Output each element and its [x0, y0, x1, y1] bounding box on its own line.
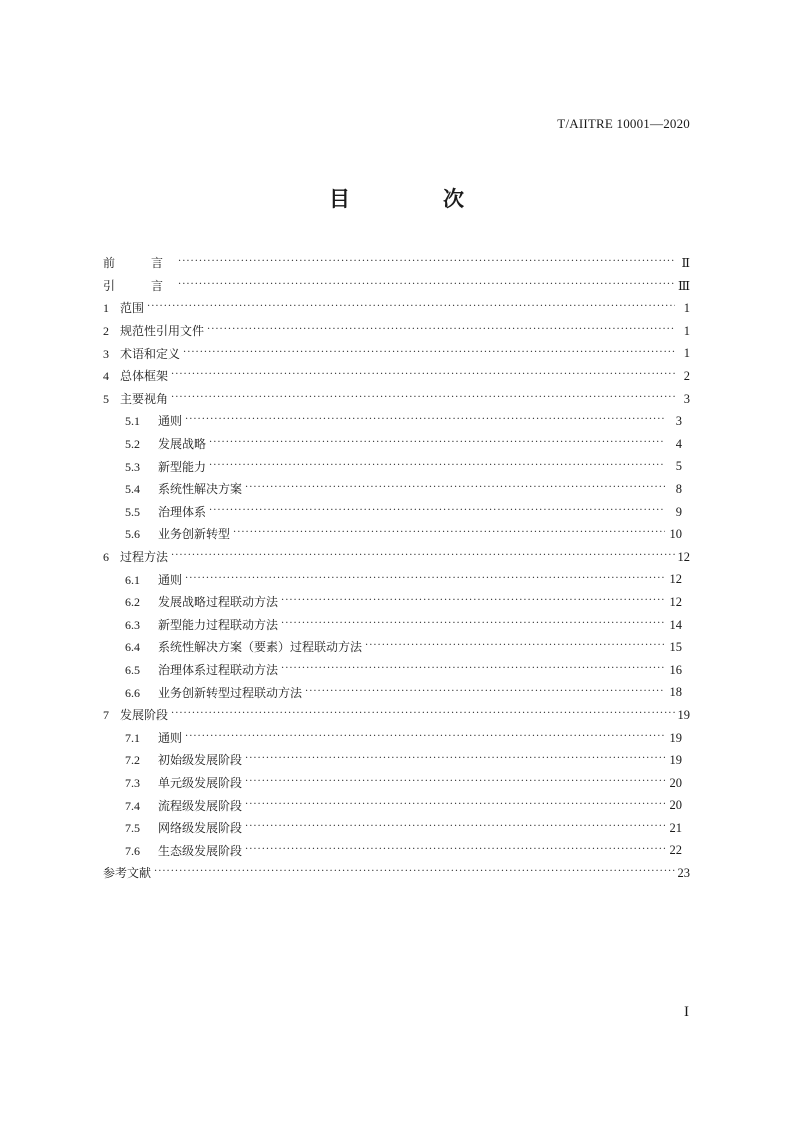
toc-entry-number: 7.3 [125, 775, 140, 790]
toc-entry-number: 6.5 [125, 662, 140, 677]
toc-entry-number: 5.2 [125, 437, 140, 452]
dot-leader [245, 822, 665, 832]
toc-entry-number: 7.2 [125, 753, 140, 768]
toc-entry[interactable] [103, 749, 690, 772]
toc-entry[interactable] [103, 523, 690, 546]
toc-entry-label: 单元级发展阶段 [158, 775, 243, 790]
dot-leader [154, 867, 674, 877]
dot-leader [178, 280, 675, 290]
toc-entry-label: 新型能力 [158, 459, 207, 474]
toc-entry-label: 初始级发展阶段 [158, 753, 243, 768]
toc-entry-page: 3 [675, 414, 682, 429]
toc-entry-page: 10 [669, 527, 682, 542]
dot-leader [171, 370, 675, 380]
toc-entry-page: 20 [669, 798, 682, 813]
dot-leader [233, 528, 665, 538]
dot-leader [171, 551, 674, 561]
toc-entry-number: 6.3 [125, 617, 140, 632]
toc-entry-label: 业务创新转型过程联动方法 [158, 685, 303, 700]
dot-leader [281, 664, 665, 674]
toc-entry-number: 6.4 [125, 640, 140, 655]
toc-entry-page: 9 [675, 504, 682, 519]
toc-entry[interactable] [103, 681, 690, 704]
toc-entry-number: 7.5 [125, 821, 140, 836]
toc-entry[interactable] [103, 478, 690, 501]
toc-entry-page: 12 [677, 549, 690, 564]
toc-entry-page: 1 [683, 323, 690, 338]
toc-entry-page: 12 [669, 594, 682, 609]
toc-entry[interactable] [103, 862, 690, 885]
toc-entry-page: 14 [669, 617, 682, 632]
toc-entry-label: 系统性解决方案（要素）过程联动方法 [158, 640, 363, 655]
dot-leader [281, 596, 665, 606]
toc-entry-label: 治理体系过程联动方法 [158, 662, 279, 677]
toc-entry-number: 5.3 [125, 459, 140, 474]
toc-entry-number: 5.5 [125, 504, 140, 519]
toc-entry[interactable] [103, 410, 690, 433]
dot-leader [171, 393, 675, 403]
toc-entry-label: 总体框架 [120, 369, 169, 384]
toc-entry-page: Ⅱ [681, 256, 690, 271]
toc-entry[interactable] [103, 252, 690, 275]
toc-entry-number: 7.1 [125, 730, 140, 745]
toc-entry-label: 网络级发展阶段 [158, 821, 243, 836]
toc-entry-label: 范围 [120, 301, 145, 316]
toc-entry[interactable] [103, 704, 690, 727]
toc-entry-page: 18 [669, 685, 682, 700]
toc-entry-page: 19 [669, 730, 682, 745]
dot-leader [209, 461, 665, 471]
dot-leader [209, 438, 665, 448]
toc-entry[interactable] [103, 275, 690, 298]
toc-entry[interactable] [103, 794, 690, 817]
toc-entry-number: 6.2 [125, 595, 140, 610]
document-code: T/AIITRE 10001—2020 [557, 116, 690, 131]
toc-entry-label: 发展战略 [158, 437, 207, 452]
toc-entry-label: 流程级发展阶段 [158, 798, 243, 813]
toc-entry[interactable] [103, 726, 690, 749]
toc-entry-number: 6 [103, 550, 109, 565]
toc-entry-label: 前 言 [103, 256, 176, 271]
toc-entry-label: 引 言 [103, 278, 176, 293]
dot-leader [185, 574, 665, 584]
toc-entry-label: 发展阶段 [120, 708, 169, 723]
toc-entry[interactable] [103, 365, 690, 388]
dot-leader [245, 777, 665, 787]
dot-leader [365, 641, 665, 651]
toc-entry-label: 过程方法 [120, 550, 169, 565]
toc-entry-number: 5.4 [125, 482, 140, 497]
toc-entry-number: 5 [103, 391, 109, 406]
toc-entry-number: 2 [103, 324, 109, 339]
dot-leader [245, 754, 665, 764]
toc-entry-page: 21 [669, 820, 682, 835]
toc-entry[interactable] [103, 320, 690, 343]
toc-entry[interactable] [103, 388, 690, 411]
toc-entry-page: 5 [675, 459, 682, 474]
toc-entry-label: 生态级发展阶段 [158, 843, 243, 858]
toc-entry-number: 5.6 [125, 527, 140, 542]
toc-entry-page: 3 [683, 391, 690, 406]
toc-entry[interactable] [103, 297, 690, 320]
toc-entry-page: 1 [683, 346, 690, 361]
toc-entry-label: 系统性解决方案 [158, 482, 243, 497]
dot-leader [209, 506, 665, 516]
toc-entry[interactable] [103, 433, 690, 456]
toc-entry-page: 1 [683, 301, 690, 316]
toc-entry-number: 5.1 [125, 414, 140, 429]
toc-entry-number: 7.4 [125, 798, 140, 813]
toc-entry-page: Ⅲ [677, 278, 690, 293]
toc-entry-page: 20 [669, 775, 682, 790]
dot-leader [185, 732, 665, 742]
page-number: I [684, 1004, 689, 1020]
toc-entry-page: 19 [669, 753, 682, 768]
toc-entry[interactable] [103, 839, 690, 862]
toc-entry[interactable] [103, 546, 690, 569]
toc-entry[interactable] [103, 342, 690, 365]
dot-leader [183, 348, 675, 358]
toc-entry-page: 15 [669, 640, 682, 655]
toc-entry[interactable] [103, 772, 690, 795]
toc-entry-number: 7 [103, 708, 109, 723]
dot-leader [171, 709, 674, 719]
toc-entry-number: 6.6 [125, 685, 140, 700]
dot-leader [245, 483, 665, 493]
toc-entry-number: 4 [103, 369, 109, 384]
dot-leader [281, 619, 665, 629]
toc-entry[interactable] [103, 501, 690, 524]
toc-entry-label: 新型能力过程联动方法 [158, 617, 279, 632]
toc-entry-page: 16 [669, 662, 682, 677]
toc-entry-page: 8 [675, 481, 682, 496]
toc-entry-number: 7.6 [125, 843, 140, 858]
toc-entry-label: 通则 [158, 572, 183, 587]
toc-entry-number: 1 [103, 301, 109, 316]
toc-entry-label: 通则 [158, 730, 183, 745]
toc-entry-label: 通则 [158, 414, 183, 429]
toc-entry-label: 参考文献 [103, 866, 152, 881]
dot-leader [178, 257, 675, 267]
toc-entry-page: 22 [669, 843, 682, 858]
toc-entry-label: 规范性引用文件 [120, 324, 205, 339]
dot-leader [245, 845, 665, 855]
toc-entry-page: 19 [677, 707, 690, 722]
toc-entry-number: 3 [103, 346, 109, 361]
toc-entry[interactable] [103, 591, 690, 614]
toc-entry[interactable] [103, 817, 690, 840]
toc-entry-page: 4 [675, 436, 682, 451]
toc-entry-label: 术语和定义 [120, 346, 181, 361]
page-title: 目 次 [329, 186, 500, 211]
dot-leader [207, 325, 675, 335]
toc-entry-number: 6.1 [125, 572, 140, 587]
toc-entry-label: 治理体系 [158, 504, 207, 519]
toc-entry[interactable] [103, 614, 690, 637]
toc-entry[interactable] [103, 455, 690, 478]
toc-entry[interactable] [103, 568, 690, 591]
toc-entry-page: 2 [683, 369, 690, 384]
toc-entry[interactable] [103, 636, 690, 659]
toc-entry[interactable] [103, 659, 690, 682]
dot-leader [185, 415, 665, 425]
toc-entry-page: 12 [669, 572, 682, 587]
dot-leader [147, 302, 675, 312]
toc-entry-label: 业务创新转型 [158, 527, 231, 542]
dot-leader [305, 687, 665, 697]
dot-leader [245, 800, 665, 810]
toc-entry-label: 主要视角 [120, 391, 169, 406]
toc-entry-page: 23 [677, 866, 690, 881]
toc-entry-label: 发展战略过程联动方法 [158, 595, 279, 610]
table-of-contents [103, 252, 690, 885]
